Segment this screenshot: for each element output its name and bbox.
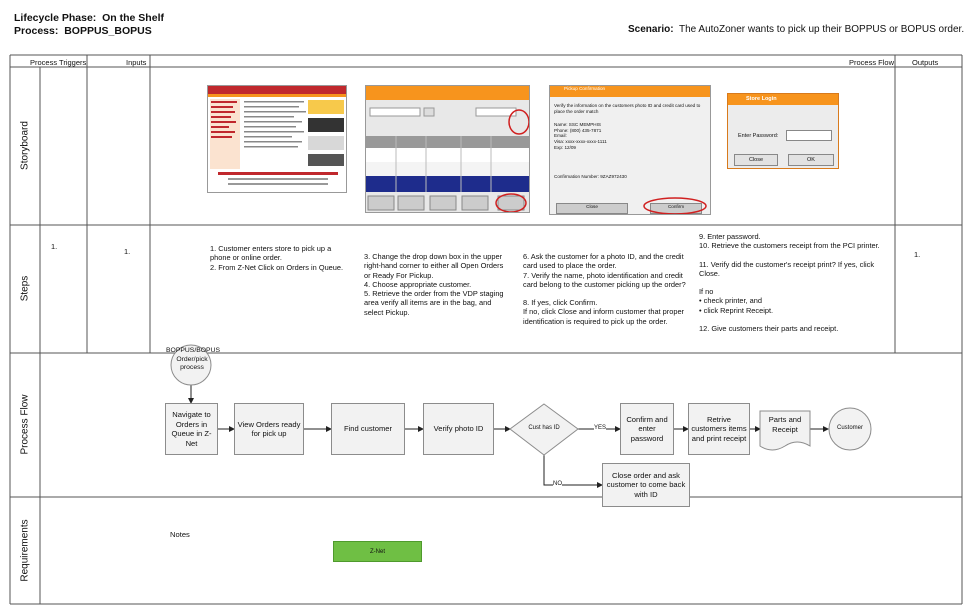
- process-label: Process:: [14, 25, 59, 37]
- steps-trigger-number: 1.: [51, 242, 58, 251]
- flow-confirm-password: Confirm and enter password: [620, 403, 674, 455]
- login-password-label: Enter Password:: [738, 133, 779, 139]
- pickup-email: Email:: [554, 133, 567, 139]
- pickup-exp: Exp: 12/09: [554, 144, 576, 150]
- flow-no-label: NO: [553, 481, 562, 487]
- steps-input-number: 1.: [124, 247, 131, 256]
- pickup-name: Name: SSC MEMPHIS: [554, 122, 601, 128]
- flow-end-label: Customer: [836, 425, 863, 431]
- step-11-check-printer: • check printer, and: [699, 296, 762, 306]
- requirements-znet-badge: Z-Net: [333, 541, 422, 562]
- process-value: BOPPUS_BOPUS: [64, 25, 152, 37]
- step-4: 4. Choose appropriate customer.: [364, 279, 472, 289]
- step-11-reprint: • click Reprint Receipt.: [699, 305, 774, 315]
- scenario-text: The AutoZoner wants to pick up their BOPPUS or BOPUS order.: [678, 24, 965, 35]
- flow-retrieve-items: Retrive customers items and print receipt: [688, 403, 750, 455]
- flow-parts-receipt-label: Parts and Receipt: [768, 415, 802, 434]
- pickup-visa: Visa: xxxx-xxxx-xxxx-1111: [554, 138, 607, 144]
- step-11: 11. Verify did the customer's receipt print? If yes, click Close.: [699, 259, 875, 278]
- col-outputs: Outputs: [912, 58, 939, 67]
- col-process-triggers: Process Triggers: [30, 58, 87, 67]
- step-10: 10. Retrieve the customers receipt from the PCI printer.: [699, 241, 880, 251]
- requirements-notes: Notes: [170, 530, 190, 539]
- login-ok-button[interactable]: OK: [788, 154, 834, 166]
- flow-view-orders: View Orders ready for pick up: [234, 403, 304, 455]
- step-5: 5. Retrieve the order from the VDP staging area verify all items are in the bag, and select Pickup.: [364, 289, 504, 317]
- pickup-close-button[interactable]: Close: [556, 203, 628, 214]
- flow-yes-label: YES: [594, 425, 607, 431]
- steps-output-number: 1.: [914, 250, 921, 259]
- flow-decision-label: Cust has ID: [528, 425, 560, 431]
- step-2: 2. From Z-Net Click on Orders in Queue.: [210, 262, 344, 272]
- step-12: 12. Give customers their parts and receipt.: [699, 324, 839, 334]
- col-process-flow: Process Flow: [849, 58, 895, 67]
- pickup-phone: Phone: (800) 435-7871: [554, 127, 602, 133]
- flow-navigate-orders: Navigate to Orders in Queue in Z-Net: [165, 403, 218, 455]
- pickup-title: Pickup Confirmation: [550, 86, 710, 97]
- flow-find-customer: Find customer: [331, 403, 405, 455]
- lane-steps: Steps: [19, 275, 31, 302]
- lifecycle-label: Lifecycle Phase:: [14, 12, 97, 24]
- pickup-instructions: Verify the information on the customers photo ID and credit card used to place the order match: [554, 103, 701, 114]
- flow-close-order: Close order and ask customer to come back with ID: [602, 463, 690, 507]
- col-inputs: Inputs: [126, 58, 147, 67]
- step-11-if-no: If no: [699, 287, 714, 297]
- scenario-label: Scenario:: [628, 24, 674, 35]
- lane-storyboard: Storyboard: [19, 121, 31, 170]
- lifecycle-value: On the Shelf: [102, 12, 164, 24]
- pickup-confirm-button[interactable]: Confirm: [650, 203, 702, 214]
- pickup-confirmation-number: Confirmation Number: 9ZAZ972430: [554, 174, 627, 180]
- step-9: 9. Enter password.: [699, 232, 761, 241]
- step-3: 3. Change the drop down box in the upper right-hand corner to either all Open Orders or Ready For Pickup.: [364, 252, 504, 280]
- lane-requirements: Requirements: [19, 519, 31, 582]
- step-6: 6. Ask the customer for a photo ID, and the credit card used to place the order.: [523, 252, 684, 271]
- flow-verify-photo-id: Verify photo ID: [423, 403, 494, 455]
- step-1: 1. Customer enters store to pick up a phone or online order.: [210, 244, 332, 263]
- flow-start-label: BOPPUS/BOPUS Order/pick process: [166, 347, 221, 371]
- step-8: 8. If yes, click Confirm.: [523, 298, 598, 308]
- step-7: 7. Verify the name, photo identification and credit card belong to the customer picking up the order?: [523, 270, 686, 289]
- lane-process-flow: Process Flow: [19, 394, 31, 455]
- login-close-button[interactable]: Close: [734, 154, 778, 166]
- login-title: Store Login: [728, 94, 838, 105]
- step-8-no: If no, click Close and inform customer that proper identification is required to pick up the order.: [523, 307, 685, 326]
